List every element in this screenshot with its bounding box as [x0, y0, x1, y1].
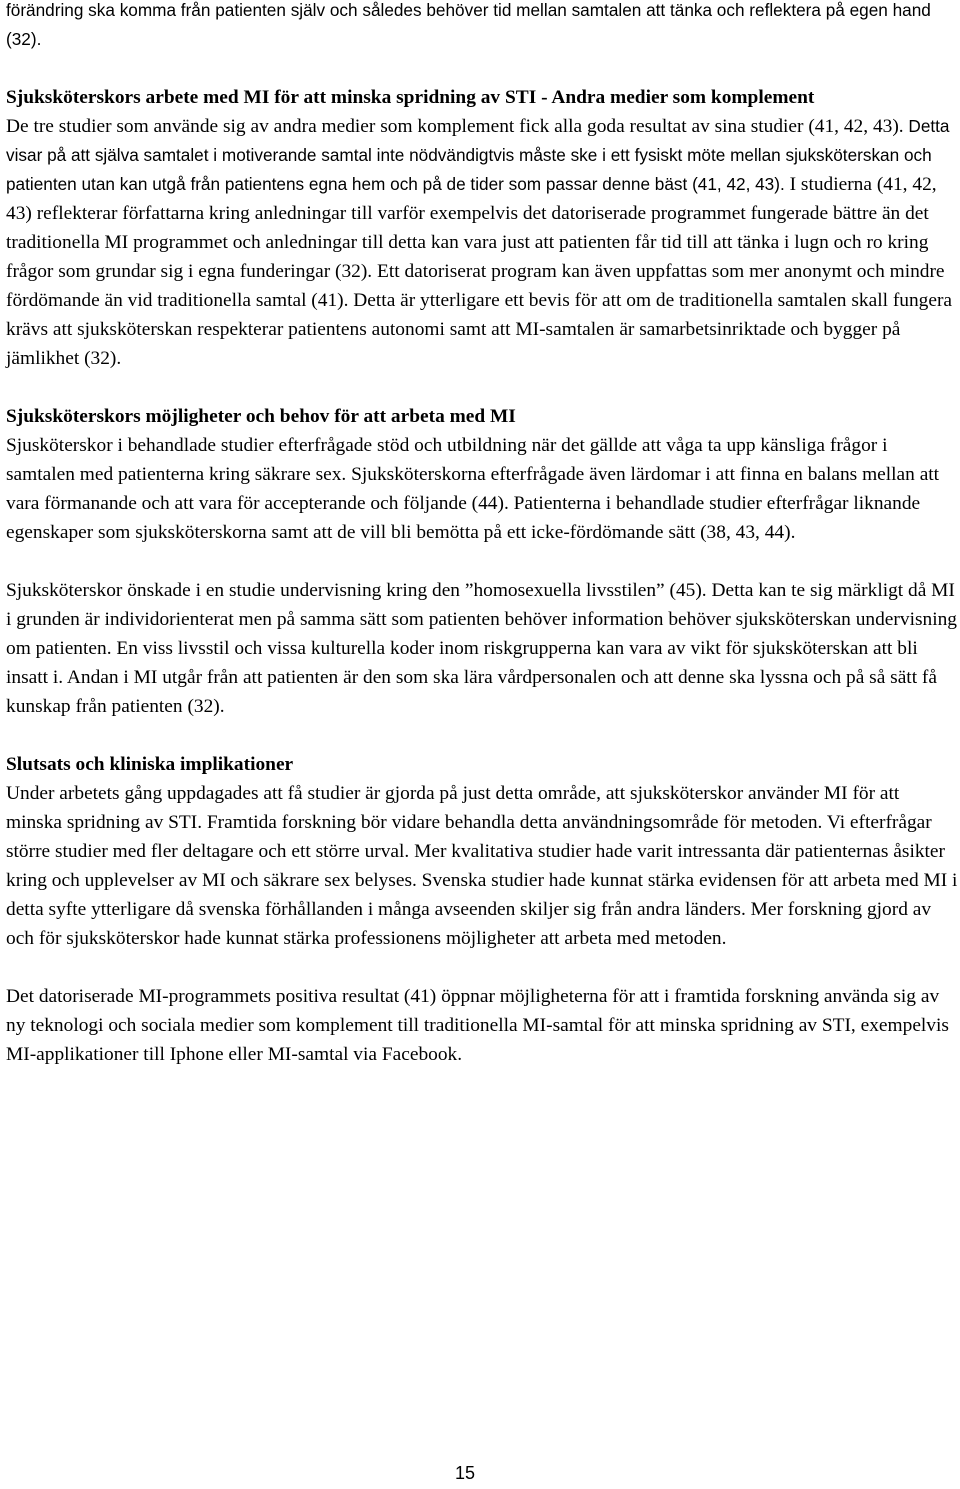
intro-paragraph	[6, 0, 958, 54]
body-paragraph-future: Det datoriserade MI-programmets positiva resultat (41) öppnar möjligheterna för att i framtida forskning använda sig av ny teknologi och sociala medier som komplement till traditionella MI-samtal för att minska spridning av STI, exempelvis MI-applikationer till Iphone eller MI-samtal via Facebook.	[6, 986, 949, 1065]
body-paragraph-support: Sjusköterskor i behandlade studier efterfrågade stöd och utbildning när det gällde att våga ta upp känsliga frågor i samtalen med patienterna kring säkrare sex. Sjuksköterskorna efterfrågade även lärdomar i att finna en balans mellan att vara förmanande och att vara för accepterande och följande (44). Patienterna i behandlade studier efterfrågar liknande egenskaper som sjuksköterskorna samt att de vill bli bemötta på ett icke-fördömande sätt (38, 43, 44).	[6, 435, 940, 543]
body-paragraph-education: Sjuksköterskor önskade i en studie undervisning kring den ”homosexuella livsstilen” (45). Detta kan te sig märkligt då MI i grunden är individorienterat men på samma sätt som patienten behöver information behöver sjuksköterskan undervisning om patienten. En viss livsstil och vissa kulturella koder inom riskgrupperna kan vara av vikt för sjuksköterskan att bli insatt i. Andan i MI utgår från att patienten är den som ska lära vårdpersonalen och att denne ska lyssna och på så sätt få kunskap från patienten (32).	[6, 580, 957, 717]
document-page	[6, 0, 958, 1069]
body-text-media-reflection: I studierna (41, 42, 43) reflekterar författarna kring anledningar till varför exempelvis det datoriserade programmet fungerade bättre än det traditionella MI programmet och anledningar till detta kan vara just att patienten får tid till att tänka i lugn och ro kring frågor som grundar sig i egna funderingar (32). Ett datoriserat program kan även uppfattas som mer anonymt och mindre fördömande än vid traditionella samtal (41). Detta är ytterligare ett bevis för att om de traditionella samtalen skall fungera krävs att sjuksköterskan respekterar patientens autonomi samt att MI-samtalen är samarbetsinriktade och bygger på jämlikhet (32).	[6, 174, 953, 369]
paragraph-spacer	[6, 547, 958, 576]
body-text-media-sans: Detta visar på att själva samtalet i motiverande samtal inte nödvändigtvis måste ske i ett fysiskt möte mellan sjuksköterskan och patienten utan kan utgå från patientens egna hem och på de tider som passar denne bäst (41, 42, 43).	[6, 116, 950, 194]
intro-text: förändring ska komma från patienten själv och således behöver tid mellan samtalen att tänka och reflektera på egen hand (32).	[6, 0, 931, 49]
page-number: 15	[454, 1463, 476, 1483]
paragraph-spacer	[6, 54, 958, 83]
body-text-media-results: De tre studier som använde sig av andra medier som komplement fick alla goda resultat av sina studier (41, 42, 43).	[6, 116, 904, 137]
body-paragraph-media	[6, 112, 958, 373]
section-heading-possibilities: Sjuksköterskors möjligheter och behov för att arbeta med MI	[6, 406, 516, 427]
paragraph-spacer	[6, 373, 958, 402]
paragraph-spacer	[6, 721, 958, 750]
paragraph-spacer	[6, 953, 958, 982]
body-paragraph-conclusion: Under arbetets gång uppdagades att få studier är gjorda på just detta område, att sjuksköterskor använder MI för att minska spridning av STI. Framtida forskning bör vidare behandla detta användningsområde för metoden. Vi efterfrågar större studier med fler deltagare och ett större urval. Mer kvalitativa studier hade varit intressanta där patienternas åsikter kring och upplevelser av MI och säkrare sex belyses. Svenska studier hade kunnat stärka evidensen för att arbeta med MI i detta syfte ytterligare då svenska förhållanden i många avseenden skiljer sig från andra länders. Mer forskning gjord av och för sjuksköterskor hade kunnat stärka professionens möjligheter att arbeta med metoden.	[6, 783, 958, 949]
section-heading-sti-media: Sjuksköterskors arbete med MI för att minska spridning av STI - Andra medier som komplement	[6, 87, 815, 108]
section-heading-conclusion: Slutsats och kliniska implikationer	[6, 754, 294, 775]
